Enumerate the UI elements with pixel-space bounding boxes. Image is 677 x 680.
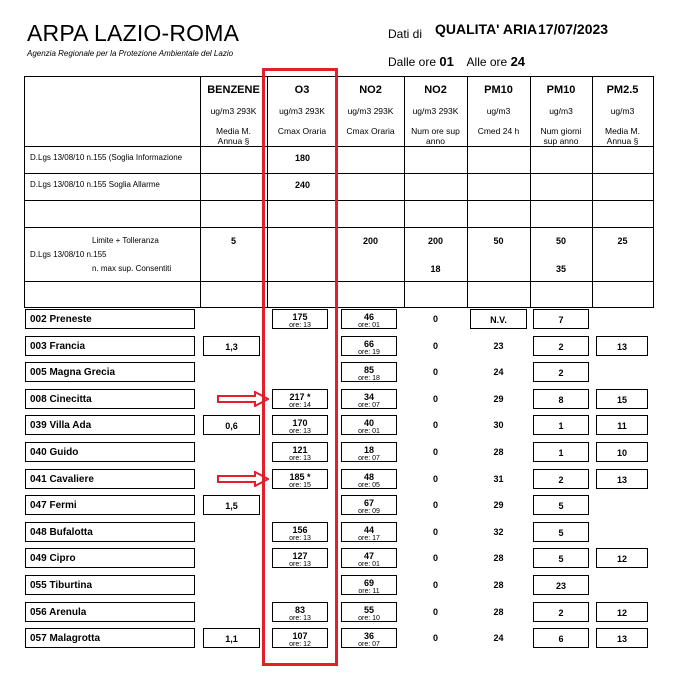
- pm10-sup-cell: [533, 495, 589, 515]
- page-title: ARPA LAZIO-ROMA: [27, 20, 240, 46]
- column-unit: ug/m3: [549, 106, 573, 116]
- pm25-cell-value: 11: [617, 421, 627, 431]
- column-unit: ug/m3 293K: [347, 106, 394, 116]
- no2-cell: [341, 575, 397, 595]
- o3-cell-value: 175: [292, 312, 308, 322]
- no2-cell-hour: ore: 19: [358, 349, 380, 356]
- pm10-value: 28: [493, 607, 504, 617]
- pm10-value: 28: [493, 553, 504, 563]
- dlgs-label: D.Lgs 13/08/10 n.155: [30, 250, 107, 259]
- station-name: 048 Bufalotta: [25, 522, 195, 542]
- agency-subtitle: Agenzia Regionale per la Protezione Ambientale del Lazio: [27, 49, 234, 58]
- pm10-sup-cell-value: 23: [555, 581, 566, 591]
- no2-sup-value: 0: [432, 394, 438, 404]
- pm25-cell: [596, 548, 648, 568]
- station-name: 040 Guido: [25, 442, 195, 462]
- no2-cell-value: 47: [363, 551, 374, 561]
- no2-sup-value: 0: [432, 580, 438, 590]
- limite-value: 25: [617, 236, 628, 246]
- benzene-cell-value: 0,6: [225, 421, 238, 431]
- o3-cell-value: 127: [292, 551, 308, 561]
- column-unit: ug/m3 293K: [279, 106, 325, 116]
- column-desc: [200, 126, 267, 146]
- o3-cell-value: 156: [292, 525, 308, 535]
- column-header: [337, 84, 404, 136]
- o3-cell-hour: ore: 14: [289, 402, 311, 409]
- column-name: O3: [294, 84, 310, 96]
- nmax-label: n. max sup. Consentiti: [92, 264, 172, 273]
- pm10-value: 24: [493, 633, 504, 643]
- column-name: NO2: [359, 84, 382, 96]
- column-header: [467, 84, 530, 136]
- column-desc: [592, 126, 653, 146]
- pm10-value: 28: [493, 447, 504, 457]
- no2-cell-value: 34: [363, 392, 374, 402]
- o3-cell-value: 121: [292, 445, 308, 455]
- pm10-sup-cell: [533, 309, 589, 329]
- pm25-cell-value: 13: [616, 475, 627, 485]
- limite-value: 50: [555, 236, 566, 246]
- pm10-sup-cell: [533, 602, 589, 622]
- o3-cell-hour: ore: 12: [289, 641, 311, 648]
- column-header: [530, 84, 592, 146]
- pm10-cell: [470, 309, 527, 329]
- column-header: [200, 84, 267, 146]
- alle-label: Alle ore: [466, 55, 508, 69]
- pm25-cell: [596, 602, 648, 622]
- benzene-cell-value: 1,1: [225, 634, 238, 644]
- column-name: PM2.5: [606, 84, 639, 96]
- column-name: NO2: [424, 84, 447, 96]
- no2-cell: [341, 602, 397, 622]
- column-name: BENZENE: [207, 84, 260, 96]
- pm10-sup-cell-value: 8: [558, 395, 564, 405]
- pm25-cell: [596, 415, 648, 435]
- no2-sup-value: 0: [432, 527, 438, 537]
- pm10-sup-cell: [533, 336, 589, 356]
- no2-cell-hour: ore: 01: [358, 322, 380, 329]
- no2-cell-hour: ore: 07: [358, 402, 380, 409]
- pm10-sup-cell: [533, 548, 589, 568]
- no2-cell-hour: ore: 05: [358, 482, 380, 489]
- pm25-cell-value: 10: [616, 448, 627, 458]
- no2-sup-value: 0: [432, 341, 438, 351]
- no2-sup-value: 0: [432, 553, 438, 563]
- o3-cell-hour: ore: 13: [289, 615, 311, 622]
- no2-cell: [341, 628, 397, 648]
- pm10-sup-cell-value: 1: [558, 448, 564, 458]
- benzene-cell: [203, 336, 260, 356]
- no2-sup-value: 0: [432, 607, 438, 617]
- no2-cell-value: 85: [363, 365, 374, 375]
- station-name: 039 Villa Ada: [25, 415, 195, 435]
- no2-cell-hour: ore: 17: [358, 535, 380, 542]
- o3-cell-value: 170: [292, 418, 308, 428]
- no2-cell-hour: ore: 07: [358, 455, 380, 462]
- column-desc-2: anno: [426, 136, 445, 146]
- pm10-value: 31: [493, 474, 504, 484]
- no2-cell-hour: ore: 18: [358, 375, 380, 382]
- station-name: 003 Francia: [25, 336, 195, 356]
- no2-cell: [341, 469, 397, 489]
- no2-sup-value: 0: [432, 633, 438, 643]
- column-name: PM10: [484, 84, 513, 96]
- no2-cell: [341, 389, 397, 409]
- no2-cell: [341, 309, 397, 329]
- o3-cell-hour: ore: 15: [289, 482, 311, 489]
- station-name: 056 Arenula: [25, 602, 195, 622]
- o3-cell-hour: ore: 13: [289, 455, 311, 462]
- station-name: 049 Cipro: [25, 548, 195, 568]
- pm25-cell-value: 13: [616, 634, 627, 644]
- pm10-sup-cell-value: 2: [558, 475, 564, 485]
- no2-cell-hour: ore: 07: [358, 641, 380, 648]
- pm25-cell: [596, 389, 648, 409]
- station-name: 055 Tiburtina: [25, 575, 195, 595]
- pm25-cell-value: 13: [616, 342, 627, 352]
- pm10-sup-cell-value: 1: [558, 421, 564, 431]
- column-desc-1: Media M.: [605, 126, 640, 136]
- pm10-sup-cell: [533, 575, 589, 595]
- pm10-sup-cell: [533, 415, 589, 435]
- o3-cell-hour: ore: 13: [289, 535, 311, 542]
- no2-cell: [341, 362, 397, 382]
- pm25-cell-value: 12: [616, 554, 627, 564]
- benzene-cell: [203, 495, 260, 515]
- station-name: 041 Cavaliere: [25, 469, 195, 489]
- column-unit: ug/m3: [486, 106, 511, 116]
- column-desc-2: Annua §: [217, 136, 250, 146]
- column-header: [592, 84, 653, 146]
- pm10-sup-cell: [533, 442, 589, 462]
- no2-sup-value: 0: [432, 314, 438, 324]
- soglia-allarme-label: D.Lgs 13/08/10 n.155 Soglia Allarme: [30, 180, 160, 189]
- pm10-value: 29: [493, 500, 504, 510]
- column-desc: [467, 126, 530, 136]
- pm10-sup-cell-value: 6: [558, 634, 564, 644]
- column-desc-1: Num giorni: [540, 126, 582, 136]
- soglia-informazione-label: D.Lgs 13/08/10 n.155 (Soglia Informazione: [30, 153, 183, 162]
- no2-cell-value: 67: [363, 498, 374, 508]
- o3-cell-value: 185 *: [289, 472, 311, 482]
- pm25-cell: [596, 442, 648, 462]
- limite-tolleranza-label: Limite + Tolleranza: [92, 236, 159, 245]
- no2-sup-value: 0: [432, 447, 438, 457]
- no2-cell-value: 36: [363, 631, 374, 641]
- no2-cell-hour: ore: 01: [358, 561, 380, 568]
- no2-cell-value: 69: [363, 578, 374, 588]
- limite-value: 200: [362, 236, 379, 246]
- benzene-cell-value: 1,5: [225, 501, 238, 511]
- soglia-allarme-o3: 240: [294, 180, 311, 190]
- limite-value: 5: [230, 236, 236, 246]
- limite-value: 50: [493, 236, 504, 246]
- limite-value: 200: [427, 236, 444, 246]
- no2-cell: [341, 442, 397, 462]
- pm10-value: 32: [493, 527, 504, 537]
- station-name: 008 Cinecitta: [25, 389, 195, 409]
- pm10-cell-value: N.V.: [490, 315, 507, 325]
- o3-cell-hour: ore: 13: [289, 322, 311, 329]
- pm10-sup-cell: [533, 522, 589, 542]
- station-name: 002 Preneste: [25, 309, 195, 329]
- qualita-label: QUALITA' ARIA: [435, 21, 538, 37]
- pm10-sup-cell-value: 5: [558, 528, 564, 538]
- station-name: 005 Magna Grecia: [25, 362, 195, 382]
- benzene-cell-value: 1,3: [225, 342, 238, 352]
- o3-cell-value: 217 *: [289, 392, 311, 402]
- column-header: [404, 84, 467, 146]
- no2-cell: [341, 336, 397, 356]
- pm10-value: 30: [493, 420, 504, 430]
- no2-cell: [341, 548, 397, 568]
- no2-cell-value: 40: [363, 418, 374, 428]
- pm10-value: 23: [493, 341, 504, 351]
- pm10-sup-cell: [533, 469, 589, 489]
- pm10-sup-cell-value: 2: [558, 342, 564, 352]
- no2-cell-value: 66: [363, 339, 374, 349]
- o3-cell-hour: ore: 13: [289, 561, 311, 568]
- dalle-label: Dalle ore: [388, 55, 437, 69]
- pm25-cell-value: 12: [616, 608, 627, 618]
- column-desc-1: Cmax Oraria: [277, 126, 327, 136]
- pm10-sup-cell-value: 2: [558, 368, 564, 378]
- column-desc-1: Media M.: [216, 126, 251, 136]
- dalle-value: 01: [439, 54, 454, 69]
- nmax-value: 35: [555, 264, 566, 274]
- pm10-sup-cell-value: 7: [558, 315, 564, 325]
- pm10-sup-cell-value: 2: [558, 608, 564, 618]
- no2-cell-hour: ore: 10: [358, 615, 380, 622]
- no2-sup-value: 0: [432, 420, 438, 430]
- pm10-value: 28: [493, 580, 504, 590]
- no2-cell: [341, 415, 397, 435]
- column-unit: ug/m3 293K: [412, 106, 459, 116]
- no2-cell-hour: ore: 11: [358, 588, 380, 595]
- no2-cell-value: 48: [363, 472, 374, 482]
- pm25-cell: [596, 336, 648, 356]
- column-desc: [404, 126, 467, 146]
- column-desc-1: Cmed 24 h: [477, 126, 520, 136]
- no2-sup-value: 0: [432, 367, 438, 377]
- no2-sup-value: 0: [432, 500, 438, 510]
- no2-cell-value: 18: [363, 445, 374, 455]
- column-desc: [337, 126, 404, 136]
- pm10-value: 24: [493, 367, 504, 377]
- alle-value: 24: [510, 54, 526, 69]
- o3-cell-value: 83: [294, 605, 305, 615]
- no2-cell-value: 44: [363, 525, 374, 535]
- column-unit: ug/m3 293K: [210, 106, 257, 116]
- pm10-sup-cell-value: 5: [558, 554, 564, 564]
- no2-cell-hour: ore: 09: [358, 508, 380, 515]
- column-unit: ug/m3: [610, 106, 635, 116]
- station-name: 047 Fermi: [25, 495, 195, 515]
- pm10-sup-cell: [533, 362, 589, 382]
- soglia-informazione-o3: 180: [294, 153, 311, 163]
- benzene-cell: [203, 415, 260, 435]
- no2-cell-hour: ore: 01: [358, 428, 380, 435]
- o3-cell-value: 107: [292, 631, 308, 641]
- no2-cell-value: 46: [363, 312, 374, 322]
- nmax-value: 18: [430, 264, 441, 274]
- column-desc: [530, 126, 592, 146]
- red-arrow-icon: [217, 391, 269, 407]
- column-desc-2: Annua §: [606, 136, 639, 146]
- no2-cell: [341, 522, 397, 542]
- pm25-cell: [596, 628, 648, 648]
- column-desc-1: Num ore sup: [411, 126, 460, 136]
- no2-cell-value: 55: [363, 605, 374, 615]
- column-name: PM10: [546, 84, 576, 96]
- column-desc-2: sup anno: [543, 136, 579, 146]
- dati-label: Dati di: [388, 27, 423, 41]
- pm10-sup-cell: [533, 628, 589, 648]
- station-name: 057 Malagrotta: [25, 628, 195, 648]
- report-date: 17/07/2023: [538, 21, 609, 37]
- o3-cell-hour: ore: 13: [289, 428, 311, 435]
- no2-sup-value: 0: [432, 474, 438, 484]
- pm25-cell: [596, 469, 648, 489]
- benzene-cell: [203, 628, 260, 648]
- column-desc-1: Cmax Oraria: [346, 126, 395, 136]
- pm25-cell-value: 15: [616, 395, 627, 405]
- pm10-value: 29: [493, 394, 504, 404]
- red-arrow-icon: [217, 471, 269, 487]
- o3-column-highlight: [262, 68, 338, 666]
- pm10-sup-cell: [533, 389, 589, 409]
- pm10-sup-cell-value: 5: [558, 501, 564, 511]
- no2-cell: [341, 495, 397, 515]
